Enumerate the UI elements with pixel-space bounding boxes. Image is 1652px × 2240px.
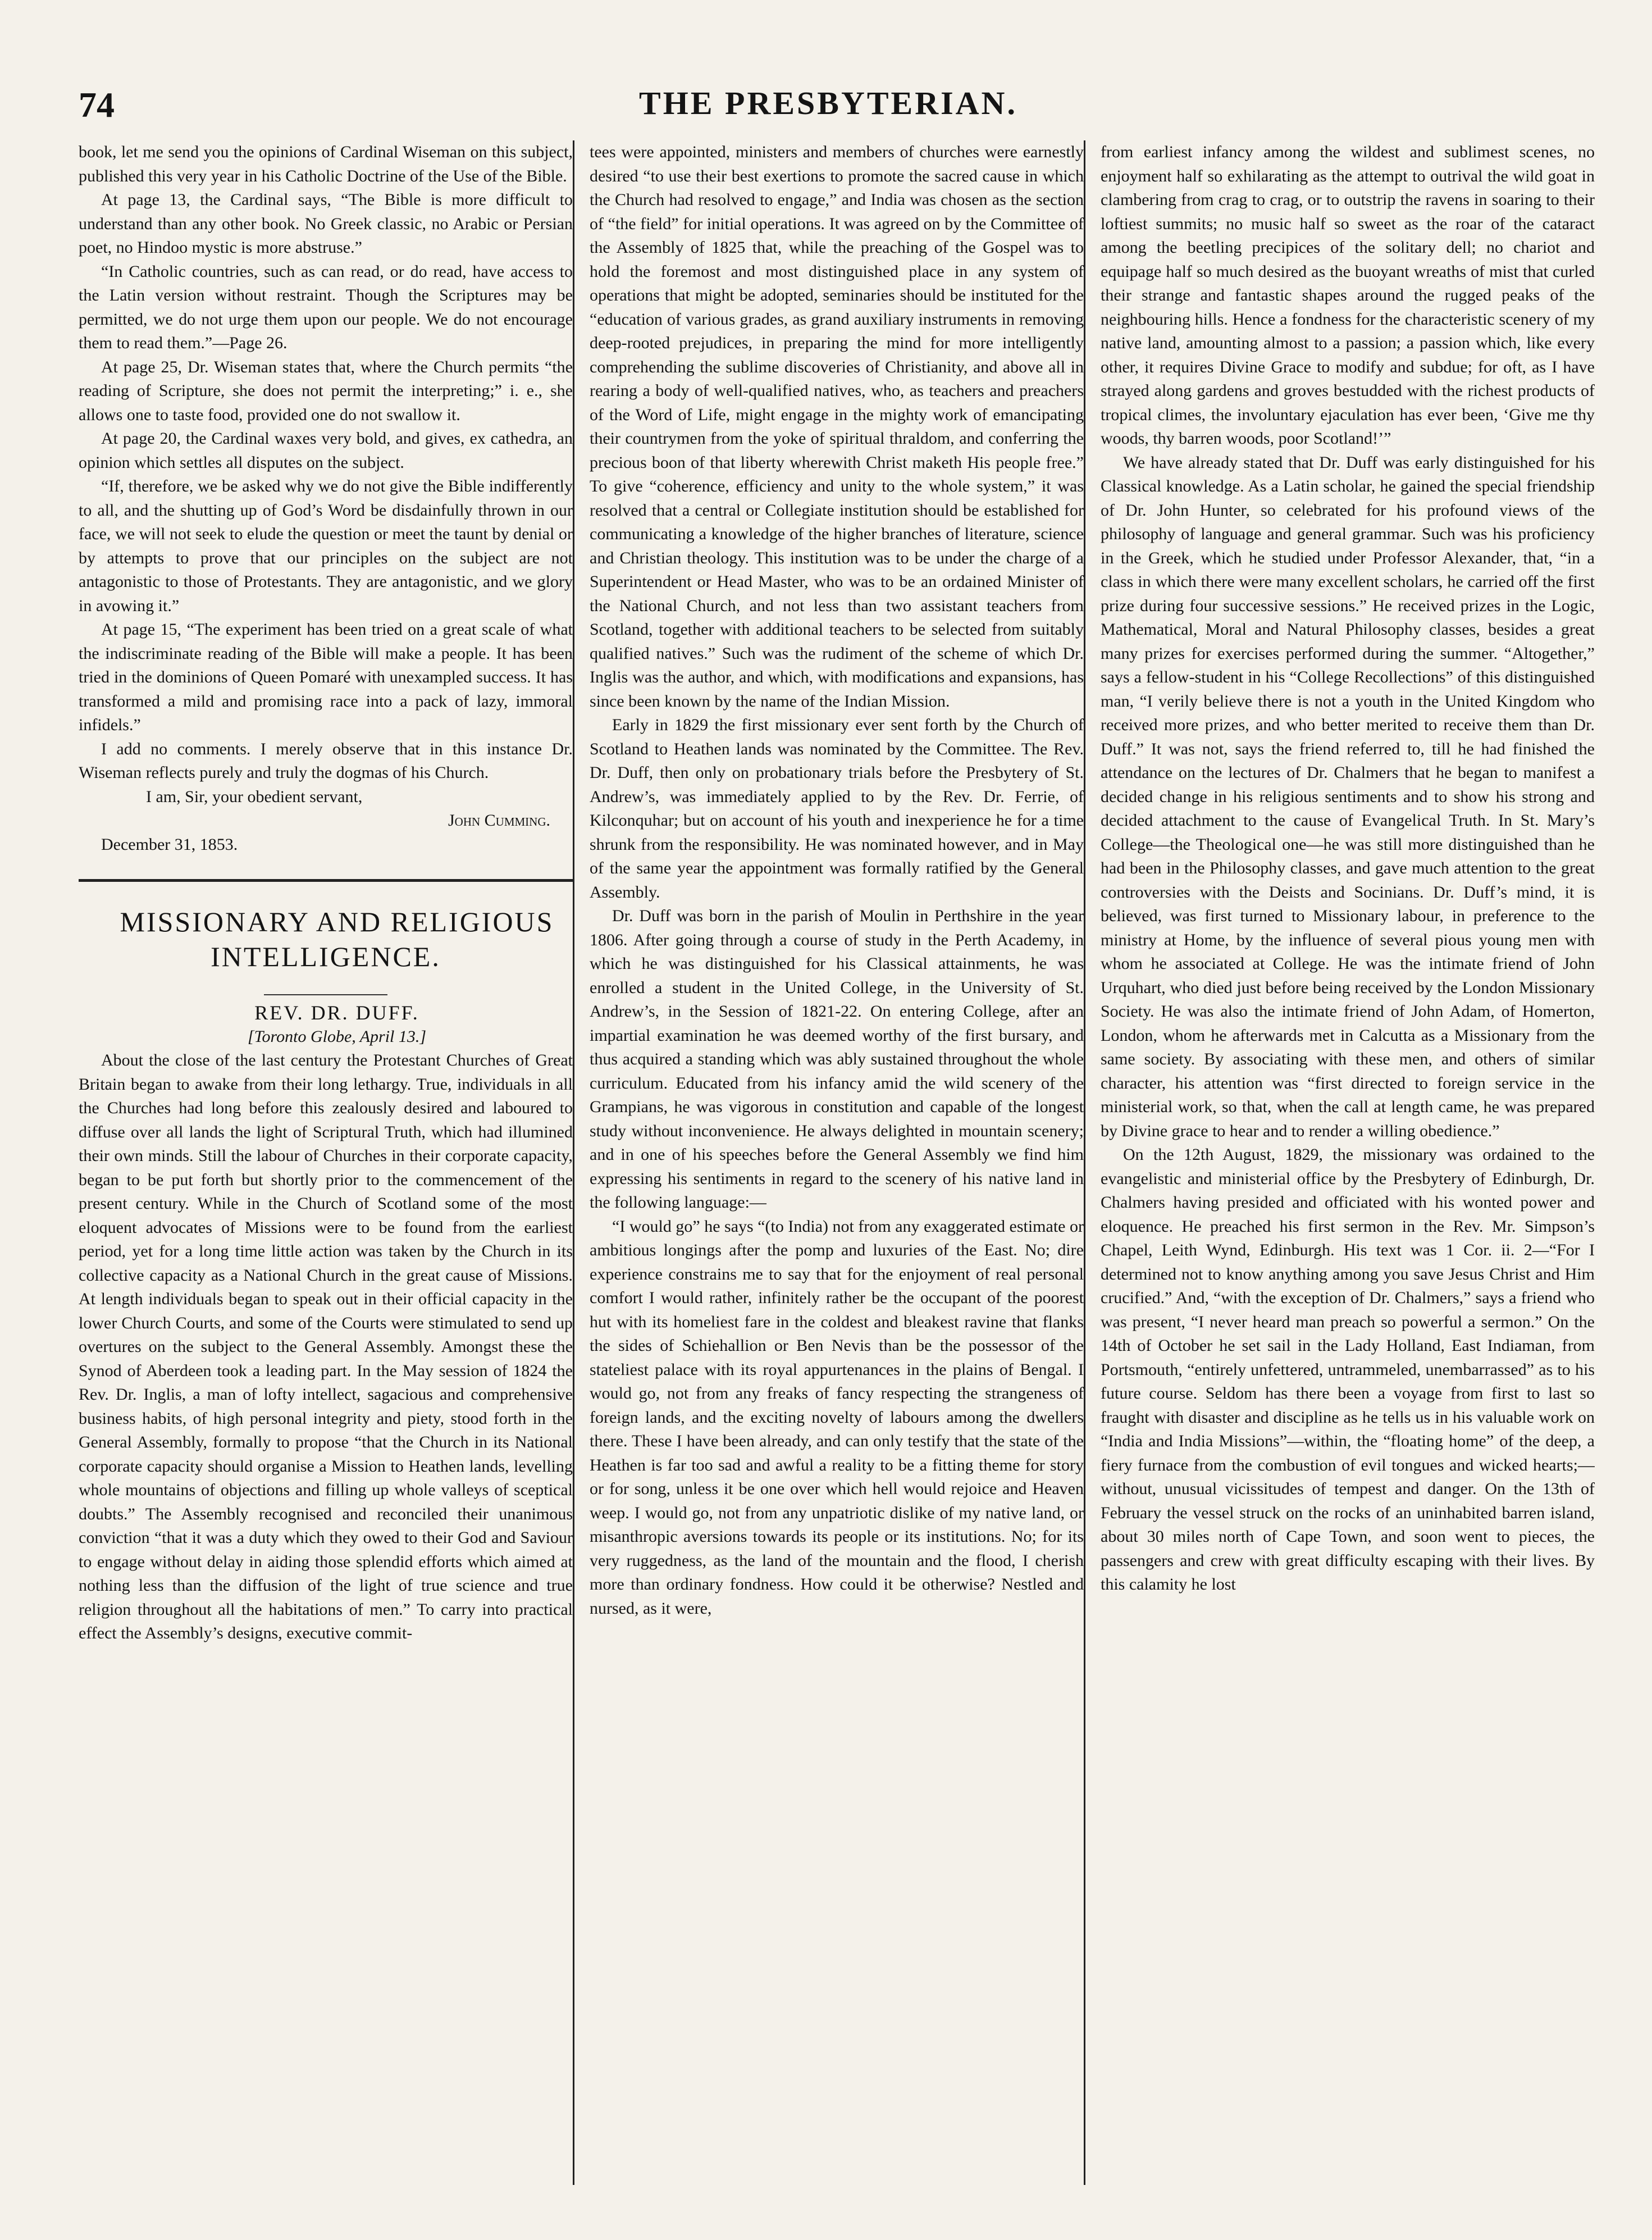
letter-paragraph: “If, therefore, we be asked why we do not give the Bible indifferently to all, and the shutting up of God’s Word be disdainfully thrown in our face, we will not seek to elude the question or meet the taunt by denial or by attempts to prove that our principles on the subject are not antagonistic to those of Protestants. They are antagonistic, and we glory in avowing it.” [79,477,573,615]
article-title: REV. DR. DUFF. [254,1001,419,1024]
article-source: [Toronto Globe, April 13.] [247,1027,427,1046]
article-paragraph: About the close of the last century the Protestant Churches of Great Britain began to awake from their long lethargy. True, individuals in all the Churches had long before this zealously desired and laboured to diffuse over all lands the light of Scriptural Truth, which had illumined their own minds. Still the labour of Churches in their corporate capacity, began to be put forth but shortly prior to the commencement of the present century. While in the Church of Scotland some of the most eloquent advocates of Missions were to be found from the earliest period, yet for a long time little action was taken by the Church in its collective capacity as a National Church in the great cause of Missions. At length individuals began to speak out in their official capacity in the lower Church Courts, and some of the Courts were stimulated to send up overtures on the subject to the General Assembly. Amongst these the Synod of Aberdeen took a leading part. In the May session of 1824 the Rev. Dr. Inglis, a man of lofty intellect, sagacious and comprehensive business habits, of high personal integrity and piety, stood forth in the General Assembly, formally to propose “that the Church in its National corporate capacity should organise a Mission to Heathen lands, levelling whole mountains of objections and filling up whole valleys of sceptical doubts.” The Assembly recognised and reconciled their unanimous conviction “that it was a duty which they owed to their God and Saviour to engage without delay in aiding those splendid efforts which aimed at nothing less than the diffusion of the light of true science and true religion throughout all the habitations of men.” To carry into practical effect the Assembly’s designs, executive commit- [79,1051,573,1642]
letter-paragraph: At page 13, the Cardinal says, “The Bible is more difficult to understand than any other book. No Greek classic, no Arabic or Persian poet, no Hindoo mystic is more abstruse.” [79,190,573,257]
article-paragraph: On the 12th August, 1829, the missionary was ordained to the evangelistic and ministerial office by the Presbytery of Edinburgh, Dr. Chalmers having presided and officiated with his wonted power and eloquence. He preached his first sermon in the Rev. Mr. Simpson’s Chapel, Leith Wynd, Edinburgh. His text was 1 Cor. ii. 2—“For I determined not to know anything among you save Jesus Christ and Him crucified.” And, “with the exception of Dr. Chalmers,” says a friend who was present, “I never heard man preach so powerful a sermon.” On the 14th of October he set sail in the Lady Holland, East Indiaman, from Portsmouth, “entirely unfettered, untrammeled, unembarrassed” as to his future course. Seldom has there been a voyage from first to last so fraught with disaster and discipline as he tells us in his valuable work on “India and India Missions”—within, the “floating home” of the deep, a fiery furnace from the combustion of evil tongues and wicked hearts;—without, unusual vicissitudes of tempest and danger. On the 13th of February the vessel struck on the rocks of an uninhabited barren island, about 30 miles north of Cape Town, and soon went to pieces, the passengers and crew with great difficulty escaping with their lives. By this calamity he lost [1101,1145,1595,1594]
article-paragraph: Early in 1829 the first missionary ever sent forth by the Church of Scotland to Heathen lands was nominated by the Committee. The Rev. Dr. Duff, then only on probationary trials before the Presbytery of St. Andrew’s, was immediately applied to by the Rev. Dr. Ferrie, of Kilconquhar; but on account of his youth and inexperience he for a time shrunk from the responsibility. He was nominated however, and in May of the same year the appointment was formally ratified by the General Assembly. [590,716,1084,902]
letter-paragraph: “In Catholic countries, such as can read, or do read, have access to the Latin version without restraint. Though the Scriptures may be permitted, we do not urge them upon our people. We do not encourage them to read them.”—Page 26. [79,262,573,352]
section-divider [79,879,573,882]
section-title: MISSIONARY AND RELIGIOUS INTELLIGENCE. [120,906,554,972]
column-divider-right [1084,140,1085,2185]
page-number: 74 [79,85,115,125]
column-divider-left [573,140,574,2185]
letter-closing: I am, Sir, your obedient servant, [146,787,363,806]
letter-paragraph: At page 15, “The experiment has been tried on a great scale of what the indiscriminate reading of the Bible will make a people. It has been tried in the dominions of Queen Pomaré with unexampled success. It has transformed a mild and promising race into a pack of lazy, immoral infidels.” [79,620,573,734]
letter-paragraph: I add no comments. I merely observe that in this instance Dr. Wiseman reflects purely and truly the dogmas of his Church. [79,739,573,782]
letter-paragraph: At page 20, the Cardinal waxes very bold, and gives, ex cathedra, an opinion which settles all disputes on the subject. [79,429,573,472]
article-paragraph: from earliest infancy among the wildest and sublimest scenes, no enjoyment half so exhilarating as the attempt to outrival the wild goat in clambering from crag to crag, or to outstrip the ravens in soaring to their loftiest summits; no music half so sweet as the roar of the cataract among the beetling precipices of the solitary dell; no chariot and equipage half so much desired as the buoyant wreaths of mist that curled their strange and fantastic shapes around the rugged peaks of the neighbouring hills. Hence a fondness for the characteristic scenery of my native land, amounting almost to a passion; a passion which, like every other, it requires Divine Grace to modify and subdue; for oft, as I have strayed along gardens and groves bestudded with the richest products of tropical climes, the involuntary ejaculation has ever been, ‘Give me thy woods, thy barren woods, poor Scotland!’” [1101,143,1595,448]
column-2 [590,140,1084,1620]
column-3 [1101,140,1595,1597]
letter-signature: John Cumming. [448,811,550,830]
article-paragraph: “I would go” he says “(to India) not from any exaggerated estimate or ambitious longings after the pomp and luxuries of the East. No; dire experience constrains me to say that for the enjoyment of real personal comfort I would rather, infinitely rather be the occupant of the poorest hut with its homeliest fare in the coldest and bleakest ravine that flanks the sides of Schiehallion or Ben Nevis than be the possessor of the stateliest palace with its royal appurtenances in the plains of Bengal. I would go, not from any freaks of fancy respecting the strangeness of foreign lands, and the exciting novelty of labours among the dwellers there. These I have been already, and can only testify that the state of the Heathen is far too sad and awful a reality to be a fitting theme for story or for song, unless it be one over which hell would rejoice and Heaven weep. I would go, not from any unpatriotic dislike of my native land, or misanthropic aversions towards its people or its institutions. No; for its very ruggedness, as the land of the mountain and the flood, I cherish more than ordinary fondness. How could it be otherwise? Nestled and nursed, as it were, [590,1217,1084,1618]
page-header [73,84,1583,129]
letter-paragraph: book, let me send you the opinions of Cardinal Wiseman on this subject, published this very year in his Catholic Doctrine of the Use of the Bible. [79,143,573,185]
running-title: THE PRESBYTERIAN. [639,85,1017,121]
letter-date: December 31, 1853. [101,835,238,854]
article-paragraph: tees were appointed, ministers and members of churches were earnestly desired “to use their best exertions to promote the sacred cause in which the Church had resolved to engage,” and India was chosen as the section of “the field” for initial operations. It was agreed on by the Committee of the Assembly of 1825 that, while the preaching of the Gospel was to hold the foremost and most distinguished place in any system of operations that might be adopted, seminaries should be instituted for the “education of various grades, as grand auxiliary instruments in removing deep-rooted prejudices, in preparing the mind for more intelligently comprehending the sublime discoveries of Christianity, and above all in rearing a body of well-qualified natives, who, as teachers and preachers of the Word of Life, might engage in the mighty work of emancipating their countrymen from the yoke of spiritual thraldom, and conferring the precious boon of that liberty wherewith Christ maketh His people free.” To give “coherence, efficiency and unity to the whole system,” it was resolved that a central or Collegiate institution should be established for communicating a knowledge of the higher branches of literature, science and Christian theology. This institution was to be under the charge of a Superintendent or Head Master, who was to be an ordained Minister of the National Church, and not less than two assistant teachers from Scotland, together with additional teachers to be selected from suitably qualified natives.” Such was the rudiment of the scheme of which Dr. Inglis was the author, and which, with modifications and expansions, has since been known by the name of the Indian Mission. [590,143,1084,711]
column-1 [79,140,573,1646]
article-paragraph: We have already stated that Dr. Duff was early distinguished for his Classical knowledge. As a Latin scholar, he gained the special friendship of Dr. John Hunter, so celebrated for his profound views of the philosophy of language and general grammar. Such was his proficiency in the Greek, which he studied under Professor Alexander, that, “in a class in which there were many excellent scholars, he carried off the first prize during four successive sessions.” He received prizes in the Logic, Mathematical, Moral and Natural Philosophy classes, besides a great many prizes for exercises performed during the summer. “Altogether,” says a fellow-student in his “College Recollections” of this distinguished man, “I verily believe there is not a youth in the United Kingdom who received more prizes, and who better merited to receive them than Dr. Duff.” It was not, says the friend referred to, till he had finished the attendance on the lectures of Dr. Chalmers that he began to manifest a decided change in his religious sentiments and to show his strong and decided attachment to the cause of Evangelical Truth. In St. Mary’s College—the Theological one—he was still more distinguished than he had been in the Philosophy classes, and gave much attention to the great controversies with the Deists and Socinians. Dr. Duff’s mind, it is believed, was first turned to Missionary labour, in preference to the ministry at Home, by the influence of several pious young men with whom he associated at College. He was the intimate friend of John Urquhart, who died just before being received by the London Missionary Society. He was also the intimate friend of John Adam, of Homerton, London, whom he afterwards met in Calcutta as a Missionary from the same society. By associating with these men, and others of similar character, his attention was “first directed to foreign service in the ministerial work, so that, when the call at length came, he was prepared by Divine grace to hear and to render a willing obedience.” [1101,453,1595,1140]
title-divider [264,994,387,995]
letter-paragraph: At page 25, Dr. Wiseman states that, where the Church permits “the reading of Scripture, she does not permit the interpreting;” i. e., she allows one to taste food, provided one do not swallow it. [79,357,573,424]
article-paragraph: Dr. Duff was born in the parish of Moulin in Perthshire in the year 1806. After going through a course of study in the Perth Academy, in which he was distinguished for his Classical attainments, he was enrolled a student in the United College, in the University of St. Andrew’s, in the Session of 1821-22. On entering College, after an impartial examination he was deemed worthy of the first bursary, and thus acquired a standing which was ably sustained throughout the whole curriculum. Educated from his infancy amid the wild scenery of the Grampians, he was vigorous in constitution and capable of the longest study without inconvenience. He always delighted in mountain scenery; and in one of his speeches before the General Assembly we find him expressing his sentiments in regard to the scenery of his native land in the following language:— [590,907,1084,1212]
